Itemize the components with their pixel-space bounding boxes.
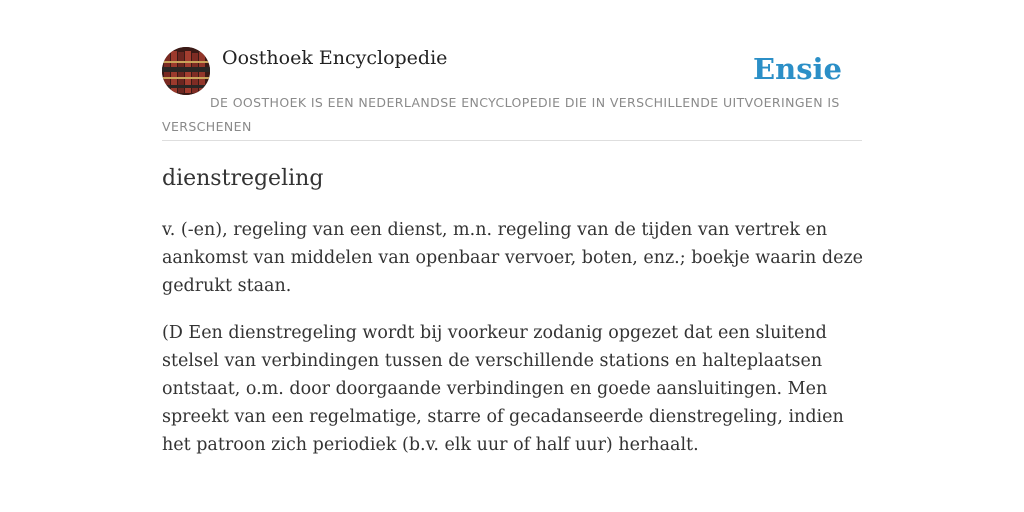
entry-term: dienstregeling bbox=[162, 166, 324, 191]
brand-logo[interactable]: Ensie bbox=[753, 52, 842, 86]
source-avatar[interactable] bbox=[162, 47, 210, 95]
source-header bbox=[162, 46, 862, 141]
source-title[interactable]: Oosthoek Encyclopedie bbox=[222, 47, 448, 69]
source-description: DE OOSTHOEK IS EEN NEDERLANDSE ENCYCLOPEDIE DIE IN VERSCHILLENDE UITVOERINGEN IS VERSCHENEN bbox=[162, 95, 840, 134]
entry-paragraph: v. (-en), regeling van een dienst, m.n. regeling van de tijden van vertrek en aankomst van middelen van openbaar vervoer, boten, enz.; boekje waarin deze gedrukt staan. bbox=[162, 220, 864, 296]
entry-paragraph: (D Een dienstregeling wordt bij voorkeur zodanig opgezet dat een sluitend stelsel van verbindingen tussen de verschillende stations en halteplaatsen ontstaat, o.m. door doorgaande verbindingen en goede aansluitingen. Men spreekt van een regelmatige, starre of gecadanseerde dienstregeling, indien het patroon zich periodiek (b.v. elk uur of half uur) herhaalt. bbox=[162, 323, 844, 455]
book-spines-icon bbox=[162, 47, 210, 95]
